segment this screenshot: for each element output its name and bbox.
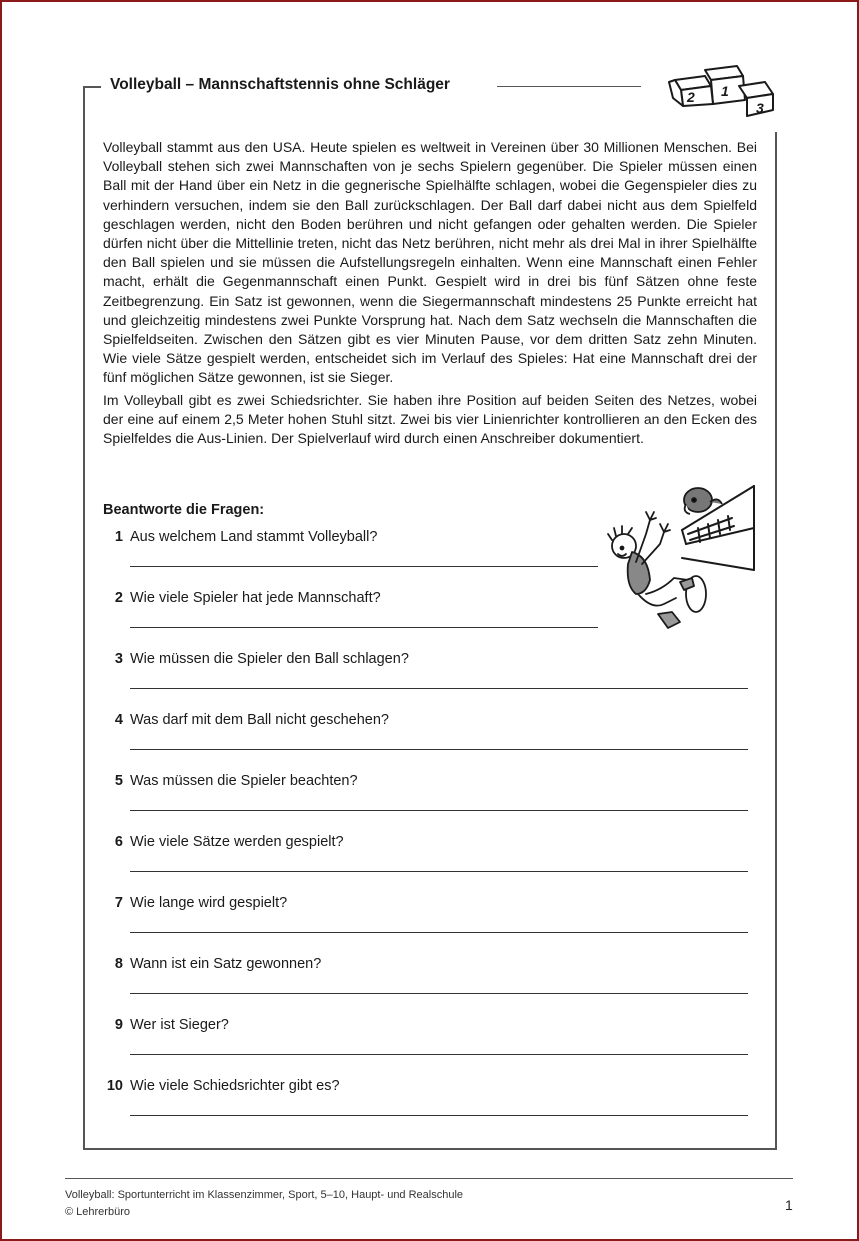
question-item — [103, 590, 763, 630]
question-text: Wer ist Sieger? — [130, 1017, 229, 1033]
answer-line[interactable] — [130, 688, 748, 689]
question-text: Wann ist ein Satz gewonnen? — [130, 956, 322, 972]
question-item — [103, 1078, 763, 1118]
questions-heading: Beantworte die Fragen: — [103, 502, 265, 518]
question-text: Wie lange wird gespielt? — [130, 895, 288, 911]
answer-line[interactable] — [130, 932, 748, 933]
question-number: 8 — [114, 956, 123, 972]
question-text: Was müssen die Spieler beachten? — [130, 773, 358, 789]
question-item — [103, 956, 763, 996]
answer-line[interactable] — [130, 1115, 748, 1116]
answer-line[interactable] — [130, 627, 598, 628]
question-number: 2 — [114, 590, 123, 606]
question-item — [103, 1017, 763, 1057]
question-item — [103, 834, 763, 874]
question-number: 10 — [106, 1078, 123, 1094]
page-number: 1 — [785, 1197, 793, 1213]
podium-icon — [665, 58, 780, 124]
answer-line[interactable] — [130, 1054, 748, 1055]
question-number: 7 — [114, 895, 123, 911]
question-item — [103, 773, 763, 813]
podium-place-3: 3 — [756, 100, 764, 116]
frame-top-rule-right — [497, 86, 641, 87]
frame-top-rule-left — [83, 86, 101, 88]
worksheet-title: Volleyball – Mannschaftstennis ohne Schläger — [110, 76, 450, 93]
question-number: 9 — [114, 1017, 123, 1033]
footer-copyright: © Lehrerbüro — [65, 1206, 130, 1218]
question-text: Was darf mit dem Ball nicht geschehen? — [130, 712, 389, 728]
answer-line[interactable] — [130, 993, 748, 994]
question-number: 1 — [114, 529, 123, 545]
question-number: 3 — [114, 651, 123, 667]
question-number: 4 — [114, 712, 123, 728]
podium-place-2: 2 — [687, 89, 695, 105]
question-item — [103, 895, 763, 935]
question-item — [103, 651, 763, 691]
answer-line[interactable] — [130, 566, 598, 567]
footer-rule — [65, 1178, 793, 1179]
answer-line[interactable] — [130, 810, 748, 811]
question-number: 5 — [114, 773, 123, 789]
question-text: Wie viele Spieler hat jede Mannschaft? — [130, 590, 381, 606]
question-item — [103, 712, 763, 752]
question-text: Aus welchem Land stammt Volleyball? — [130, 529, 378, 545]
question-text: Wie viele Sätze werden gespielt? — [130, 834, 344, 850]
podium-place-1: 1 — [721, 83, 729, 99]
intro-paragraph-2: Im Volleyball gibt es zwei Schiedsrichter. Sie haben ihre Position auf beiden Seiten des Netzes, wobei der eine auf einem 2,5 Meter hohen Stuhl sitzt. Zwei bis vier Linienrichter kontrollieren an den Ecken des Spielfeldes die Aus-Linien. Der Spielverlauf wird durch einen Anschreiber dokumentiert. — [103, 391, 757, 447]
intro-paragraph-1: Volleyball stammt aus den USA. Heute spielen es weltweit in Vereinen über 30 Millionen Menschen. Bei Volleyball stehen sich zwei Mannschaften von je sechs Spielern gegenüber. Die Spieler müssen einen Ball mit der Hand über ein Netz in die gegnerische Spielhälfte schlagen, wobei die Gegenspieler dies zu verhindern versuchen, indem sie den Ball zurückschlagen. Der Ball darf dabei nicht aus dem Spielfeld geschlagen werden, nicht den Boden berühren und nicht gefangen oder gehalten werden. Die Spieler dürfen nicht über die Mittellinie treten, nicht das Netz berühren, nicht mehr als drei Mal in ihrer Spielhälfte den Ball spielen und sie müssen die Aufstellungsregeln einhalten. Wenn eine Mannschaft einen Fehler macht, erhält die Gegenmannschaft einen Punkt. Gespielt wird in drei bis fünf Sätzen ohne feste Zeitbegrenzung. Ein Satz ist gewonnen, wenn die Siegermannschaft mindestens 25 Punkte erreicht hat und gleichzeitig mindestens zwei Punkte Vorsprung hat. Nach dem Satz wechseln die Mannschaften die Spielfeldseiten. Zwischen den Sätzen gibt es vier Minuten Pause, vor dem dritten Satz zehn Minuten. Wie viele Sätze gespielt werden, entscheidet sich im Verlauf des Spieles: Hat eine Mannschaft drei der fünf möglichen Sätze gewonnen, ist sie Sieger. — [103, 139, 757, 386]
question-number: 6 — [114, 834, 123, 850]
footer-source: Volleyball: Sportunterricht im Klassenzimmer, Sport, 5–10, Haupt- und Realschule — [65, 1189, 464, 1201]
answer-line[interactable] — [130, 749, 748, 750]
question-text: Wie viele Schiedsrichter gibt es? — [130, 1078, 340, 1094]
question-item — [103, 529, 763, 569]
intro-text — [103, 138, 757, 451]
question-text: Wie müssen die Spieler den Ball schlagen? — [130, 651, 409, 667]
answer-line[interactable] — [130, 871, 748, 872]
